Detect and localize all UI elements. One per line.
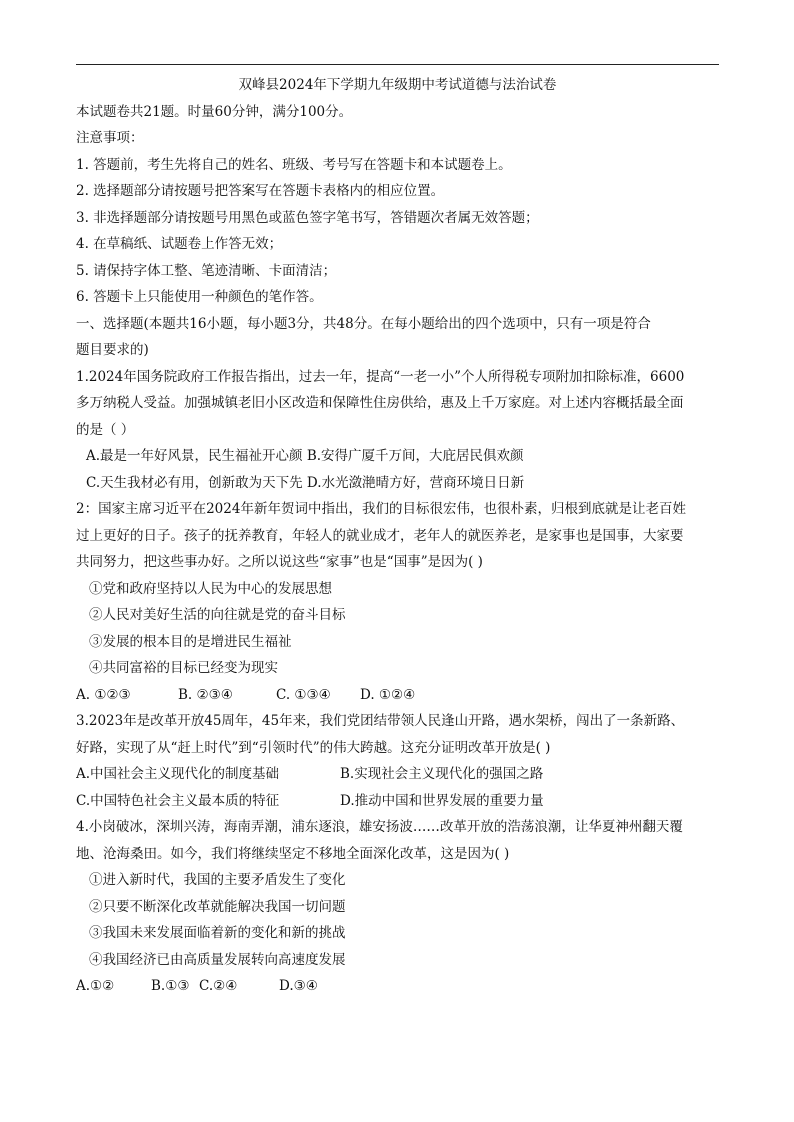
option-b: B.实现社会主义现代化的强国之路 <box>340 766 544 782</box>
option-c: C. ①③④ <box>276 686 331 703</box>
exam-content <box>76 72 719 1000</box>
option-d: D.推动中国和世界发展的重要力量 <box>340 792 544 809</box>
exam-info: 本试题卷共21题。时量60分钟，满分100分。 <box>76 103 353 120</box>
question-text: 的是（ ） <box>76 421 135 438</box>
question-text: 好路，实现了从“赶上时代”到“引领时代”的伟大跨越。这充分证明改革开放是( ) <box>76 739 551 756</box>
question-text: 2：国家主席习近平在2024年新年贺词中指出，我们的目标很宏伟，也很朴素，归根到底就是让老百姓 <box>76 501 686 517</box>
note-item: 1. 答题前，考生先将自己的姓名、班级、考号写在答题卡和本试题卷上。 <box>76 156 512 173</box>
statement-item: ④共同富裕的目标已经变为现实 <box>89 660 278 676</box>
option-a: A. ①②③ <box>76 686 131 703</box>
note-item: 3. 非选择题部分请按题号用黑色或蓝色签字笔书写，答错题次者属无效答题； <box>76 209 539 226</box>
statement-item: ②人民对美好生活的向往就是党的奋斗目标 <box>89 607 346 623</box>
statement-item: ③我国未来发展面临着新的变化和新的挑战 <box>89 925 346 941</box>
statement-item: ②只要不断深化改革就能解决我国一切问题 <box>89 898 346 915</box>
section-heading: 一、选择题(本题共16小题，每小题3分，共48分。在每小题给出的四个选项中，只有一项是符合 <box>76 315 651 332</box>
statement-item: ③发展的根本目的是增进民生福祉 <box>89 633 292 650</box>
statement-item: ④我国经济已由高质量发展转向高速度发展 <box>89 951 346 968</box>
question-text: 3.2023年是改革开放45周年，45年来，我们党团结带领人民逢山开路，遇水架桥，闯出了一条新路、 <box>76 713 685 729</box>
answer-options: A.最是一年好风景，民生福祉开心颜 B.安得广厦千万间，大庇居民俱欢颜 <box>86 448 524 464</box>
option-b: B. ②③④ <box>178 686 233 703</box>
question-1 <box>76 364 719 497</box>
note-item: 6. 答题卡上只能使用一种颜色的笔作答。 <box>76 289 323 305</box>
note-item: 4. 在草稿纸、试题卷上作答无效； <box>76 236 283 252</box>
answer-options <box>76 973 719 1000</box>
option-b: B.①③ <box>151 978 190 994</box>
top-rule <box>76 64 719 65</box>
question-3 <box>76 708 719 814</box>
question-text: 共同努力，把这些事办好。之所以说这些“家事”也是“国事”是因为( ) <box>76 554 483 570</box>
answer-options <box>76 788 719 815</box>
question-text: 4.小岗破冰，深圳兴涛，海南弄潮，浦东逐浪，雄安扬波……改革开放的浩荡浪潮，让华夏神州翻天覆 <box>76 819 683 835</box>
option-d: D. ①②④ <box>360 686 416 703</box>
note-item: 2. 选择题部分请按题号把答案写在答题卡表格内的相应位置。 <box>76 183 445 199</box>
option-a: A.中国社会主义现代化的制度基础 <box>76 766 280 782</box>
section-heading-cont: 题目要求的) <box>76 342 149 358</box>
question-text: 地、沧海桑田。如今，我们将继续坚定不移地全面深化改革，这是因为( ) <box>76 845 510 862</box>
answer-options <box>76 682 719 709</box>
option-c: C.②④ <box>199 978 238 994</box>
notes-heading: 注意事项： <box>76 130 144 146</box>
option-a: A.①② <box>76 978 115 994</box>
answer-options: C.天生我材必有用，创新敢为天下先 D.水光潋滟晴方好，营商环境日日新 <box>86 474 525 491</box>
question-4 <box>76 814 719 1000</box>
statement-item: ①党和政府坚持以人民为中心的发展思想 <box>89 580 332 597</box>
note-item: 5. 请保持字体工整、笔迹清晰、卡面清洁； <box>76 262 337 279</box>
question-text: 多万纳税人受益。加强城镇老旧小区改造和保障性住房供给，惠及上千万家庭。对上述内容概括最全面 <box>76 395 684 411</box>
option-d: D.③④ <box>279 978 318 994</box>
page-title: 双峰县2024年下学期九年级期中考试道德与法治试卷 <box>238 77 557 93</box>
question-text: 过上更好的日子。孩子的抚养教育，年轻人的就业成才，老年人的就医养老，是家事也是国事，大家要 <box>76 527 684 544</box>
option-c: C.中国特色社会主义最本质的特征 <box>76 792 280 809</box>
answer-options <box>76 761 719 788</box>
statement-item: ①进入新时代，我国的主要矛盾发生了变化 <box>89 872 346 888</box>
question-text: 1.2024年国务院政府工作报告指出，过去一年，提高“一老一小”个人所得税专项附加扣除标准，6600 <box>76 368 685 385</box>
question-2 <box>76 496 719 708</box>
